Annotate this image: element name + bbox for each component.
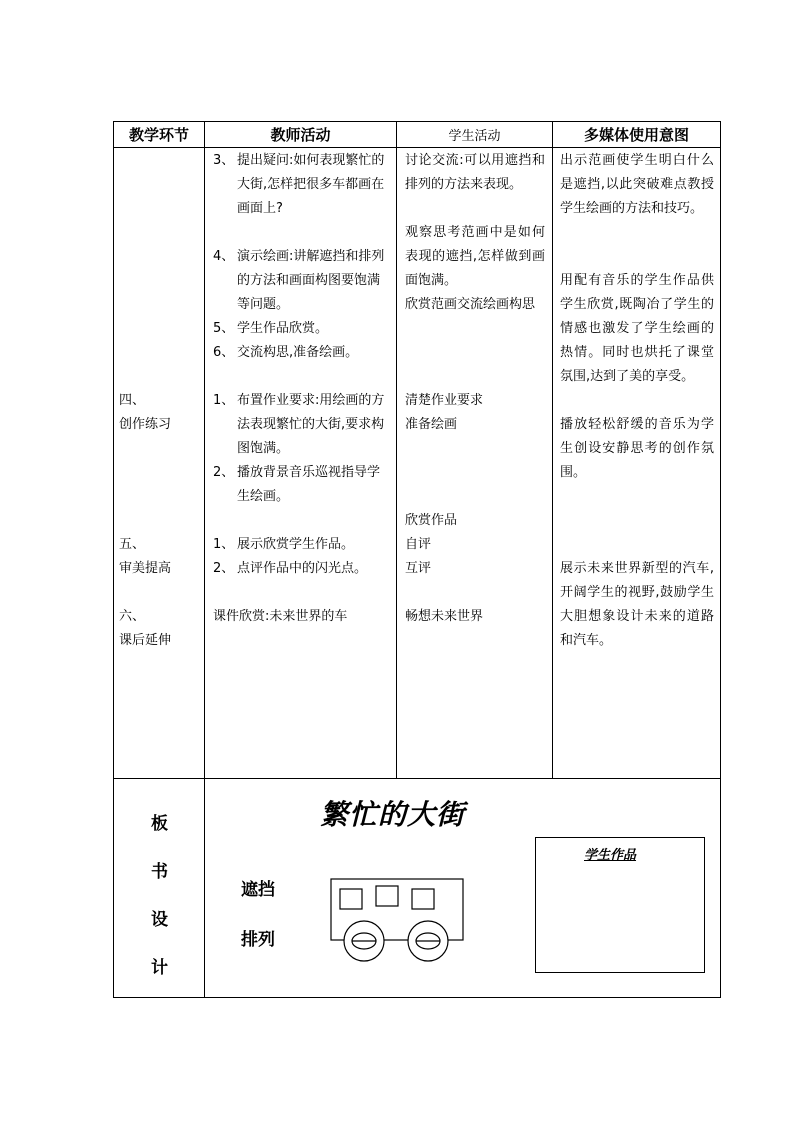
student-imagine-future: 畅想未来世界 [405, 609, 484, 624]
teacher-assign-1-text: 布置作业要求:用绘画的方法表现繁忙的大街,要求构图饱满。 [237, 393, 385, 456]
bus-window-2 [376, 886, 398, 906]
teacher-assign-1-number: 1、 [213, 393, 235, 408]
stage-4-name: 创作练习 [119, 417, 172, 432]
student-view-works: 欣赏作品 [405, 513, 458, 528]
teacher-item-3-text: 提出疑问:如何表现繁忙的大街,怎样把很多车都画在画面上? [237, 153, 385, 216]
student-observation: 观察思考范画中是如何表现的遮挡,怎样做到画面饱满。 [405, 225, 545, 288]
teacher-item-4-number: 4、 [213, 249, 235, 264]
teacher-item-3-number: 3、 [213, 153, 235, 168]
teacher-assign-2 [213, 461, 389, 509]
stage-5-name: 审美提高 [119, 561, 172, 576]
student-prepare: 准备绘画 [405, 417, 458, 432]
teacher-item-6-number: 6、 [213, 345, 235, 360]
student-appreciation: 欣赏范画交流绘画构思 [405, 297, 536, 312]
bus-window-3 [412, 889, 434, 909]
teacher-assign-2-number: 2、 [213, 465, 235, 480]
teacher-item-4 [213, 245, 389, 317]
student-peer-review: 互评 [405, 561, 432, 576]
teacher-item-4-text: 演示绘画:讲解遮挡和排列的方法和画面构图要饱满等问题。 [237, 249, 385, 312]
teacher-review-2-number: 2、 [213, 561, 235, 576]
media-intent-cell [553, 148, 721, 779]
stage-6-name: 课后延伸 [119, 633, 172, 648]
board-label-char-2: 书 [151, 862, 168, 882]
stage-cell [114, 148, 205, 779]
header-teacher-activity: 教师活动 [205, 122, 397, 148]
header-student-activity: 学生活动 [397, 122, 553, 148]
student-discussion: 讨论交流:可以用遮挡和排列的方法来表现。 [405, 153, 545, 192]
stage-4-number: 四、 [119, 393, 146, 408]
student-requirements: 清楚作业要求 [405, 393, 484, 408]
board-word-arrangement: 排列 [241, 930, 275, 950]
teacher-review-1-text: 展示欣赏学生作品。 [237, 537, 355, 552]
teacher-review-2 [213, 557, 407, 581]
board-label-char-3: 设 [151, 910, 168, 930]
lesson-plan-table [113, 121, 721, 998]
media-intent-future-cars: 展示未来世界新型的汽车,开阔学生的视野,鼓励学生大胆想象设计未来的道路和汽车。 [560, 561, 714, 648]
board-design-cell [205, 779, 721, 998]
header-media-intent: 多媒体使用意图 [553, 122, 721, 148]
teacher-activity-cell [205, 148, 397, 779]
bus-window-1 [340, 889, 362, 909]
teacher-item-5 [213, 317, 397, 341]
board-title: 繁忙的大街 [320, 798, 466, 831]
teacher-item-3 [213, 149, 389, 221]
content-row [114, 148, 721, 779]
media-intent-music-works: 用配有音乐的学生作品供学生欣赏,既陶冶了学生的情感也激发了学生绘画的热情。同时也烘托了课堂氛围,达到了美的享受。 [560, 273, 714, 384]
stage-6-number: 六、 [119, 609, 146, 624]
board-label-char-4: 计 [151, 958, 168, 978]
teacher-item-6-text: 交流构思,准备绘画。 [237, 345, 359, 360]
teacher-assign-2-text: 播放背景音乐巡视指导学生绘画。 [237, 465, 381, 504]
teacher-extension: 课件欣赏:未来世界的车 [213, 609, 348, 624]
teacher-item-5-text: 学生作品欣赏。 [237, 321, 329, 336]
student-works-box [535, 837, 705, 973]
board-label-cell [114, 779, 205, 998]
board-design-row [114, 779, 721, 998]
student-self-review: 自评 [405, 537, 432, 552]
board-word-occlusion: 遮挡 [241, 880, 275, 900]
teacher-review-1 [213, 533, 407, 557]
bus-drawing [325, 875, 465, 965]
teacher-review-2-text: 点评作品中的闪光点。 [237, 561, 368, 576]
teacher-assign-1 [213, 389, 389, 461]
header-stage: 教学环节 [114, 122, 205, 148]
teacher-review-1-number: 1、 [213, 537, 235, 552]
header-row [114, 122, 721, 148]
student-activity-cell [397, 148, 553, 779]
teacher-item-5-number: 5、 [213, 321, 235, 336]
teacher-item-6 [213, 341, 397, 365]
media-intent-demo: 出示范画使学生明白什么是遮挡,以此突破难点教授学生绘画的方法和技巧。 [560, 153, 714, 216]
stage-5-number: 五、 [119, 537, 146, 552]
student-works-label: 学生作品 [584, 848, 637, 863]
media-intent-background-music: 播放轻松舒缓的音乐为学生创设安静思考的创作氛围。 [560, 417, 714, 480]
board-label-char-1: 板 [151, 814, 168, 834]
